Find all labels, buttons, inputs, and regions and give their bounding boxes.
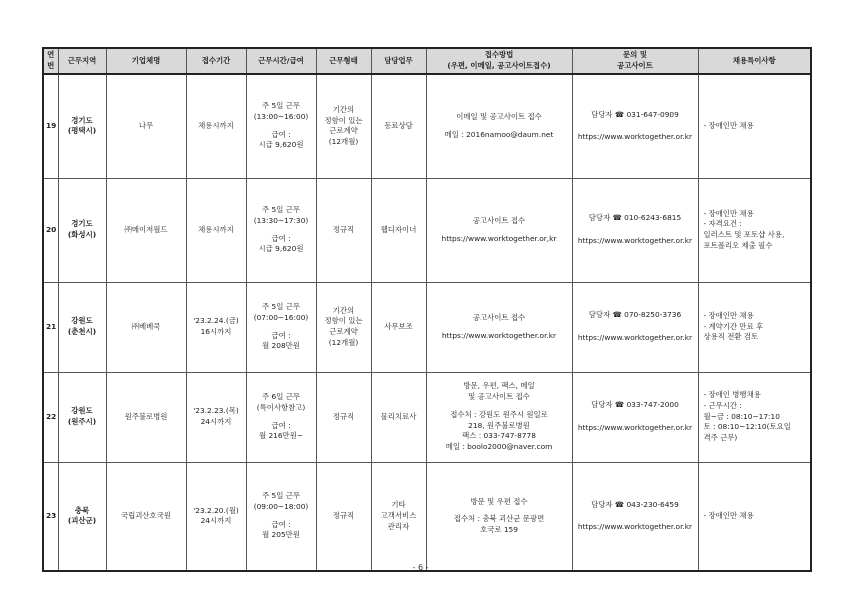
duty-line: 동료상담: [384, 120, 413, 130]
notes-line: 일러스트 및 포토샵 사용,: [703, 230, 785, 239]
type-line: 정규직: [332, 224, 355, 234]
header-period: 접수기간: [186, 48, 246, 74]
header-num: 연 번: [43, 48, 58, 74]
job-duty: [371, 372, 426, 462]
notes-line: - 장애인만 채용: [703, 208, 754, 218]
hours-line: 주 5일 근무: [262, 101, 300, 111]
method-line: [429, 324, 570, 331]
hours-line: [249, 123, 314, 130]
table-row: [43, 178, 811, 282]
hours-line: 급여 :: [271, 420, 291, 430]
contact-info: [572, 462, 698, 571]
duty-line: 사무보조: [384, 321, 413, 331]
employment-type: [316, 74, 371, 178]
method-line: [429, 123, 570, 130]
contact-phone: 담당자 ☎ 031-647-0909: [591, 109, 679, 119]
method-line: 및 공고사이트 접수: [468, 392, 530, 402]
contact-info: [572, 74, 698, 178]
job-listing-table: [42, 47, 812, 572]
company-line: 나무: [138, 120, 154, 130]
type-line: 정규직: [332, 411, 355, 421]
contact-site-link[interactable]: https://www.worktogether.or.kr: [577, 132, 693, 142]
table-row: [43, 462, 811, 571]
work-hours-salary: [246, 282, 316, 372]
hours-line: 시급 9,620원: [258, 244, 304, 254]
region-line: 충북: [74, 505, 90, 515]
hours-line: (13:00~16:00): [253, 112, 309, 122]
work-hours-salary: [246, 74, 316, 178]
header-method: 접수방법 (우편, 이메일, 공고사이트접수): [426, 48, 572, 74]
work-hours-salary: [246, 462, 316, 571]
table-row: [43, 74, 811, 178]
hiring-notes: [698, 178, 811, 282]
hours-line: [249, 513, 314, 520]
hours-line: [249, 324, 314, 331]
hiring-notes: [698, 372, 811, 462]
hours-line: (09:00~18:00): [253, 502, 309, 512]
contact-phone: 담당자 ☎ 010-6243-6815: [588, 213, 682, 223]
notes-line: 격주 근무): [703, 433, 738, 443]
header-hours: 근무시간/급여: [246, 48, 316, 74]
method-line: 공고사이트 접수: [472, 312, 526, 322]
method-line: https://www.worktogether.or,kr: [441, 233, 557, 243]
company-name: [106, 178, 186, 282]
work-region: [58, 74, 106, 178]
period-line: 16시까지: [200, 327, 232, 336]
application-method: [426, 178, 572, 282]
type-line: 기간의: [332, 104, 355, 114]
work-region: [58, 372, 106, 462]
table-body: [43, 74, 811, 571]
region-line: (괴산군): [67, 516, 97, 526]
company-name: [106, 74, 186, 178]
hours-line: (13:30~17:30): [253, 215, 309, 225]
type-line: 정함이 있는: [324, 115, 363, 125]
company-line: 국립괴산호국원: [121, 510, 171, 520]
method-line: [429, 227, 570, 234]
type-line: (12개월): [328, 337, 359, 347]
hours-line: (특이사항참고): [256, 402, 306, 412]
type-line: 근로계약: [329, 327, 358, 336]
method-line: 218, 원주불로병원: [468, 420, 530, 430]
notes-line: - 장애인 병행채용: [703, 390, 761, 400]
period-line: '23.2.24.(금): [193, 316, 239, 326]
type-line: 정함이 있는: [324, 316, 363, 326]
method-line: 방문, 우편, 팩스, 메일: [463, 381, 535, 391]
application-method: [426, 282, 572, 372]
work-hours-salary: [246, 372, 316, 462]
company-name: [106, 372, 186, 462]
region-line: (평택시): [67, 126, 97, 136]
method-line: 메일 : 2016namoo@daum.net: [444, 129, 554, 139]
contact-site-link[interactable]: https://www.worktogether.or.kr: [577, 423, 693, 432]
duty-line: 웹디자이너: [380, 224, 417, 234]
contact-site-link[interactable]: https://www.worktogether.or.kr: [577, 522, 693, 532]
work-region: [58, 282, 106, 372]
company-line: ㈜메이저월드: [124, 224, 168, 234]
application-method: [426, 462, 572, 571]
region-line: (춘천시): [67, 327, 97, 336]
method-line: 호국로 159: [480, 525, 518, 535]
method-line: https://www.worktogether.or.kr: [441, 330, 557, 340]
header-notes: 채용특이사항: [698, 48, 811, 74]
employment-type: [316, 462, 371, 571]
application-method: [426, 372, 572, 462]
employment-type: [316, 282, 371, 372]
row-number: 23: [43, 462, 58, 571]
type-line: 정규직: [332, 510, 355, 520]
work-region: [58, 462, 106, 571]
duty-line: 물리치료사: [380, 411, 417, 421]
company-name: [106, 462, 186, 571]
hiring-notes: [698, 74, 811, 178]
notes-line: - 장애인만 채용: [703, 120, 754, 130]
hours-line: (07:00~16:00): [253, 312, 309, 322]
job-duty: [371, 282, 426, 372]
employment-type: [316, 372, 371, 462]
row-number: 22: [43, 372, 58, 462]
type-line: 기간의: [332, 305, 355, 315]
hours-line: 주 6일 근무: [262, 392, 300, 402]
notes-line: - 장애인만 채용: [703, 510, 754, 520]
method-line: [429, 403, 570, 410]
notes-line: 월~금 : 08:10~17:10: [703, 411, 780, 421]
employment-type: [316, 178, 371, 282]
method-line: 공고사이트 접수: [472, 215, 526, 225]
hiring-notes: [698, 282, 811, 372]
header-type: 근무형태: [316, 48, 371, 74]
hours-line: 월 208만원: [262, 341, 300, 351]
header-contact: 문의 및 공고사이트: [572, 48, 698, 74]
contact-info: [572, 178, 698, 282]
method-line: [429, 507, 570, 514]
application-period: [186, 74, 246, 178]
hours-line: 주 5일 근무: [262, 302, 300, 312]
work-region: [58, 178, 106, 282]
type-line: (12개월): [328, 136, 359, 146]
notes-line: - 계약기간 만료 후: [703, 321, 764, 331]
duty-line: 관리자: [387, 521, 410, 531]
company-line: 원주불로병원: [124, 411, 168, 421]
hours-line: 월 205만원: [262, 530, 300, 540]
header-region: 근무지역: [58, 48, 106, 74]
header-company: 기업체명: [106, 48, 186, 74]
application-method: [426, 74, 572, 178]
notes-line: 토 : 08:10~12:10(토요일: [703, 422, 791, 432]
method-line: 접수처 : 강원도 원주시 원일로: [450, 409, 548, 419]
hours-line: 시급 9,620원: [258, 140, 304, 150]
contact-phone: 담당자 ☎ 033-747-2000: [591, 400, 679, 410]
period-line: 채용시까지: [198, 224, 234, 234]
contact-phone: 담당자 ☎ 070-8250-3736: [588, 310, 682, 320]
duty-line: 기타: [391, 500, 406, 510]
application-period: [186, 372, 246, 462]
region-line: 강원도: [71, 316, 93, 326]
method-line: 방문 및 우편 접수: [470, 496, 528, 506]
contact-site-link[interactable]: https://www.worktogether.or.kr: [577, 236, 693, 245]
notes-line: - 근무시간 :: [703, 400, 742, 410]
hours-line: 급여 :: [271, 519, 291, 529]
row-number: 19: [43, 74, 58, 178]
hours-line: 월 216만원~: [258, 431, 304, 441]
job-duty: [371, 74, 426, 178]
hours-line: 주 5일 근무: [262, 205, 300, 215]
job-duty: [371, 178, 426, 282]
hours-line: 급여 :: [271, 129, 291, 139]
hours-line: [249, 414, 314, 421]
region-line: 강원도: [71, 406, 93, 416]
method-line: 접수처 : 충북 괴산군 문광면: [453, 514, 545, 524]
notes-line: - 자격요건 :: [703, 219, 742, 229]
period-line: 24시까지: [200, 516, 232, 526]
hiring-notes: [698, 462, 811, 571]
notes-line: 포트폴리오 제출 필수: [703, 240, 773, 250]
table-row: [43, 372, 811, 462]
method-line: 메일 : boolo2000@naver.com: [445, 441, 553, 451]
application-period: [186, 178, 246, 282]
method-line: 이메일 및 공고사이트 접수: [456, 112, 542, 122]
region-line: 경기도: [71, 219, 93, 229]
header-duty: 담당업무: [371, 48, 426, 74]
notes-line: - 장애인만 채용: [703, 310, 754, 320]
company-name: [106, 282, 186, 372]
hours-line: 급여 :: [271, 330, 291, 340]
table-header-row: [43, 48, 811, 74]
contact-info: [572, 372, 698, 462]
period-line: '23.2.20.(월): [193, 505, 239, 515]
period-line: '23.2.23.(목): [193, 406, 239, 416]
period-line: 24시까지: [200, 417, 232, 426]
period-line: 채용시까지: [198, 120, 234, 130]
hours-line: 주 5일 근무: [262, 491, 300, 501]
application-period: [186, 282, 246, 372]
work-hours-salary: [246, 178, 316, 282]
region-line: 경기도: [71, 115, 93, 125]
notes-line: 상용직 전환 검토: [703, 332, 759, 342]
company-line: ㈜베베쿡: [131, 321, 161, 331]
contact-info: [572, 282, 698, 372]
duty-line: 고객서비스: [380, 510, 417, 520]
page-number: - 6 -: [412, 563, 429, 572]
region-line: (원주시): [67, 417, 97, 426]
contact-phone: 담당자 ☎ 043-230-6459: [591, 499, 679, 509]
job-duty: [371, 462, 426, 571]
method-line: 팩스 : 033-747-8778: [462, 431, 536, 441]
application-period: [186, 462, 246, 571]
contact-site-link[interactable]: https://www.worktogether.or.kr: [577, 333, 693, 342]
hours-line: 급여 :: [271, 233, 291, 243]
type-line: 근로계약: [329, 126, 358, 136]
row-number: 21: [43, 282, 58, 372]
region-line: (화성시): [67, 230, 97, 239]
row-number: 20: [43, 178, 58, 282]
table-row: [43, 282, 811, 372]
hours-line: [249, 227, 314, 234]
